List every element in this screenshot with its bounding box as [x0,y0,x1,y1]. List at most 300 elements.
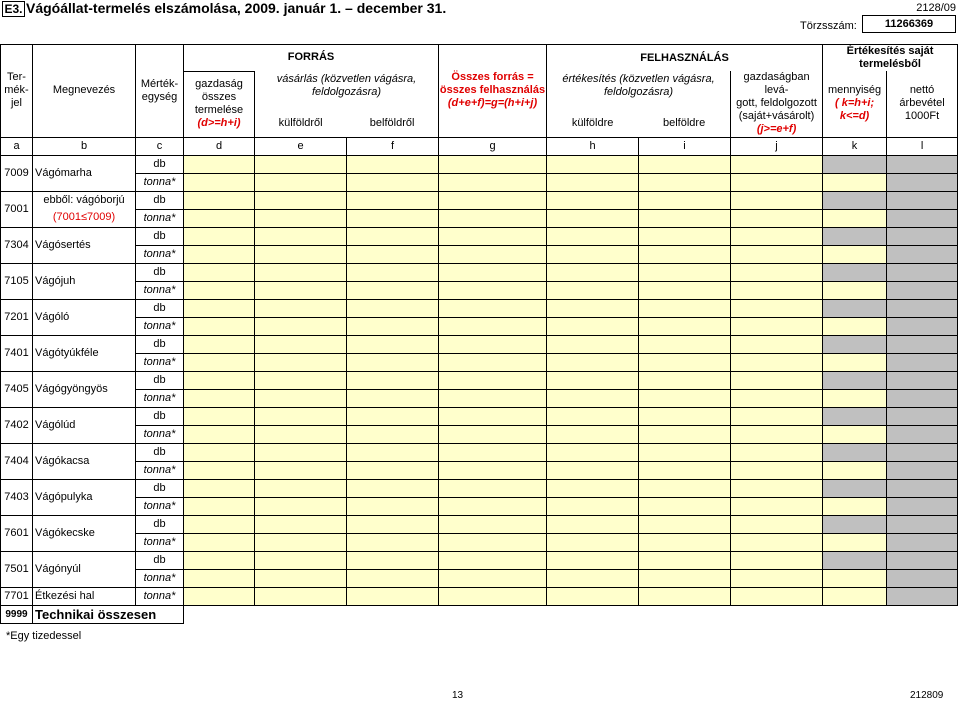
input-cell-7009-tonna-j[interactable] [731,173,823,191]
col-letter-h: h [547,137,639,155]
total-blank [184,605,958,623]
input-cell-7009-tonna-d[interactable] [184,173,255,191]
input-cell-7001-tonna-e[interactable] [255,209,347,227]
kulfoldrol-label: külföldről [278,117,323,129]
input-cell-7401-tonna-e[interactable] [255,353,347,371]
unit-tonna: tonna* [136,425,184,443]
input-cell-7404-tonna-e[interactable] [255,461,347,479]
input-cell-7403-db-d[interactable] [184,479,255,497]
input-cell-7701-tonna-k[interactable] [823,587,887,605]
input-cell-7402-tonna-j[interactable] [731,425,823,443]
input-cell-7105-db-d[interactable] [184,263,255,281]
input-cell-7701-tonna-h[interactable] [547,587,639,605]
unit-db: db [136,515,184,533]
input-cell-7304-tonna-i[interactable] [639,245,731,263]
input-cell-7304-tonna-g[interactable] [439,245,547,263]
input-cell-7601-tonna-f[interactable] [347,533,439,551]
form-number: 2128/09 [916,2,956,14]
input-cell-7404-db-d[interactable] [184,443,255,461]
table-row [1,425,958,443]
input-cell-7201-db-e[interactable] [255,299,347,317]
input-cell-7304-tonna-f[interactable] [347,245,439,263]
input-cell-7601-db-g[interactable] [439,515,547,533]
input-cell-7701-tonna-l [887,587,958,605]
section-code: E3. [2,1,25,17]
input-cell-7403-tonna-i[interactable] [639,497,731,515]
input-cell-7403-db-i[interactable] [639,479,731,497]
input-cell-7402-tonna-d[interactable] [184,425,255,443]
row-name-sub: (7001≤7009) [52,211,116,223]
col-letter-d: d [184,137,255,155]
input-cell-7304-tonna-l [887,245,958,263]
input-cell-7401-tonna-j[interactable] [731,353,823,371]
input-cell-7402-db-e[interactable] [255,407,347,425]
table-row [1,443,958,461]
input-cell-7401-db-k [823,335,887,353]
input-cell-7405-tonna-f[interactable] [347,389,439,407]
row-code: 7304 [1,227,33,263]
input-cell-7105-db-j[interactable] [731,263,823,281]
col-felhasznalas: FELHASZNÁLÁS [547,45,823,72]
input-cell-7402-db-i[interactable] [639,407,731,425]
row-code: 7403 [1,479,33,515]
table-row [1,299,958,317]
input-cell-7401-db-i[interactable] [639,335,731,353]
table-row [1,227,958,245]
table-row [1,353,958,371]
total-name: Technikai összesen [33,605,184,623]
unit-tonna: tonna* [136,533,184,551]
row-name: Vágósertés [33,227,136,263]
input-cell-7304-db-f[interactable] [347,227,439,245]
input-cell-7201-db-d[interactable] [184,299,255,317]
input-cell-7304-tonna-d[interactable] [184,245,255,263]
input-cell-7701-tonna-e[interactable] [255,587,347,605]
input-cell-7001-db-g[interactable] [439,191,547,209]
input-cell-7001-tonna-f[interactable] [347,209,439,227]
input-cell-7501-tonna-h[interactable] [547,569,639,587]
input-cell-7402-db-j[interactable] [731,407,823,425]
input-cell-7405-tonna-g[interactable] [439,389,547,407]
input-cell-7402-db-d[interactable] [184,407,255,425]
table-row [1,479,958,497]
total-row [1,605,958,623]
unit-db: db [136,335,184,353]
input-cell-7201-tonna-f[interactable] [347,317,439,335]
input-cell-7401-tonna-l [887,353,958,371]
register-label: Törzsszám: [800,20,857,32]
input-cell-7405-db-i[interactable] [639,371,731,389]
input-cell-7304-tonna-j[interactable] [731,245,823,263]
input-cell-7402-tonna-h[interactable] [547,425,639,443]
input-cell-7403-db-f[interactable] [347,479,439,497]
register-number-field[interactable]: 11266369 [862,15,956,33]
input-cell-7001-tonna-g[interactable] [439,209,547,227]
col-letter-e: e [255,137,347,155]
input-cell-7501-db-f[interactable] [347,551,439,569]
gazdasagban-label: gazdaságban levá- gott, feldolgozott (saját+vásárolt) [736,71,817,123]
input-cell-7009-db-e[interactable] [255,155,347,173]
input-cell-7404-tonna-d[interactable] [184,461,255,479]
table-row [1,407,958,425]
unit-tonna: tonna* [136,461,184,479]
input-cell-7404-db-e[interactable] [255,443,347,461]
input-cell-7304-tonna-e[interactable] [255,245,347,263]
unit-tonna: tonna* [136,209,184,227]
input-cell-7501-tonna-d[interactable] [184,569,255,587]
input-cell-7201-tonna-j[interactable] [731,317,823,335]
col-netto: nettó árbevétel 1000Ft [887,71,958,137]
input-cell-7304-db-g[interactable] [439,227,547,245]
input-cell-7404-db-k [823,443,887,461]
input-cell-7009-db-d[interactable] [184,155,255,173]
input-cell-7404-db-h[interactable] [547,443,639,461]
input-cell-7105-db-l [887,263,958,281]
input-cell-7201-db-h[interactable] [547,299,639,317]
input-cell-7105-tonna-e[interactable] [255,281,347,299]
page-number: 13 [452,690,464,701]
input-cell-7701-tonna-d[interactable] [184,587,255,605]
input-cell-7105-db-g[interactable] [439,263,547,281]
input-cell-7403-tonna-e[interactable] [255,497,347,515]
input-cell-7404-tonna-j[interactable] [731,461,823,479]
col-letter-l: l [887,137,958,155]
input-cell-7403-tonna-l [887,497,958,515]
input-cell-7501-db-j[interactable] [731,551,823,569]
unit-db: db [136,191,184,209]
input-cell-7601-db-i[interactable] [639,515,731,533]
input-cell-7105-db-h[interactable] [547,263,639,281]
input-cell-7201-db-j[interactable] [731,299,823,317]
input-cell-7403-tonna-k[interactable] [823,497,887,515]
table-row [1,173,958,191]
input-cell-7201-db-f[interactable] [347,299,439,317]
input-cell-7403-db-j[interactable] [731,479,823,497]
input-cell-7201-tonna-h[interactable] [547,317,639,335]
input-cell-7009-db-f[interactable] [347,155,439,173]
input-cell-7009-tonna-i[interactable] [639,173,731,191]
input-cell-7201-tonna-k[interactable] [823,317,887,335]
input-cell-7304-db-h[interactable] [547,227,639,245]
input-cell-7009-tonna-g[interactable] [439,173,547,191]
input-cell-7601-db-h[interactable] [547,515,639,533]
input-cell-7601-db-d[interactable] [184,515,255,533]
input-cell-7601-db-l [887,515,958,533]
input-cell-7105-tonna-l [887,281,958,299]
vasarlas-label: vásárlás (közvetlen vágásra, feldolgozásra) [276,73,417,98]
row-code: 7105 [1,263,33,299]
input-cell-7403-db-g[interactable] [439,479,547,497]
input-cell-7201-tonna-d[interactable] [184,317,255,335]
input-cell-7405-tonna-k[interactable] [823,389,887,407]
input-cell-7304-tonna-h[interactable] [547,245,639,263]
input-cell-7402-tonna-i[interactable] [639,425,731,443]
input-cell-7401-db-g[interactable] [439,335,547,353]
input-cell-7201-tonna-g[interactable] [439,317,547,335]
input-cell-7105-tonna-h[interactable] [547,281,639,299]
input-cell-7601-db-e[interactable] [255,515,347,533]
input-cell-7401-tonna-g[interactable] [439,353,547,371]
unit-tonna: tonna* [136,173,184,191]
input-cell-7009-tonna-e[interactable] [255,173,347,191]
page-title: Vágóállat-termelés elszámolása, 2009. január 1. – december 31. [26,0,447,16]
input-cell-7501-tonna-l [887,569,958,587]
table-row [1,587,958,605]
input-cell-7105-db-e[interactable] [255,263,347,281]
input-cell-7501-tonna-e[interactable] [255,569,347,587]
input-cell-7105-tonna-i[interactable] [639,281,731,299]
col-mertekegyseg: Mérték- egység [136,45,184,138]
row-code: 7401 [1,335,33,371]
input-cell-7601-tonna-d[interactable] [184,533,255,551]
table-row [1,281,958,299]
input-cell-7304-db-j[interactable] [731,227,823,245]
input-cell-7405-db-j[interactable] [731,371,823,389]
belfoldre-label: belföldre [663,117,706,129]
input-cell-7404-db-f[interactable] [347,443,439,461]
gazdasag-osszes-formula: (d>=h+i) [197,117,241,129]
input-cell-7401-db-h[interactable] [547,335,639,353]
unit-tonna: tonna* [136,569,184,587]
input-cell-7403-tonna-g[interactable] [439,497,547,515]
input-cell-7601-tonna-l [887,533,958,551]
row-name: Étkezési hal [33,587,136,605]
input-cell-7403-db-e[interactable] [255,479,347,497]
row-code: 7009 [1,155,33,191]
table-row [1,191,958,209]
row-name: Vágókacsa [33,443,136,479]
input-cell-7105-tonna-f[interactable] [347,281,439,299]
input-cell-7105-tonna-k[interactable] [823,281,887,299]
input-cell-7404-tonna-g[interactable] [439,461,547,479]
input-cell-7404-tonna-h[interactable] [547,461,639,479]
input-cell-7105-tonna-d[interactable] [184,281,255,299]
input-cell-7405-db-f[interactable] [347,371,439,389]
input-cell-7201-tonna-i[interactable] [639,317,731,335]
table-row [1,335,958,353]
input-cell-7405-tonna-h[interactable] [547,389,639,407]
table-row [1,371,958,389]
gazdasag-osszes-label: gazdaság összes termelése [194,78,244,116]
unit-db: db [136,299,184,317]
input-cell-7601-tonna-e[interactable] [255,533,347,551]
input-cell-7501-tonna-i[interactable] [639,569,731,587]
input-cell-7405-db-h[interactable] [547,371,639,389]
row-name: Vágóló [33,299,136,335]
input-cell-7501-tonna-f[interactable] [347,569,439,587]
col-gazdasagban [731,71,823,137]
input-cell-7403-db-h[interactable] [547,479,639,497]
input-cell-7501-db-h[interactable] [547,551,639,569]
input-cell-7404-tonna-k[interactable] [823,461,887,479]
input-cell-7701-tonna-f[interactable] [347,587,439,605]
input-cell-7001-tonna-d[interactable] [184,209,255,227]
input-cell-7401-tonna-d[interactable] [184,353,255,371]
unit-db: db [136,227,184,245]
input-cell-7009-tonna-f[interactable] [347,173,439,191]
input-cell-7105-db-k [823,263,887,281]
input-cell-7402-db-h[interactable] [547,407,639,425]
row-code: 7501 [1,551,33,587]
input-cell-7501-tonna-g[interactable] [439,569,547,587]
col-megnevezes: Megnevezés [33,45,136,138]
input-cell-7404-db-i[interactable] [639,443,731,461]
input-cell-7105-tonna-j[interactable] [731,281,823,299]
input-cell-7001-db-d[interactable] [184,191,255,209]
col-mennyiseg [823,71,887,137]
input-cell-7001-db-l [887,191,958,209]
input-cell-7405-tonna-j[interactable] [731,389,823,407]
input-cell-7404-tonna-f[interactable] [347,461,439,479]
input-cell-7201-db-k [823,299,887,317]
input-cell-7402-db-f[interactable] [347,407,439,425]
input-cell-7501-db-d[interactable] [184,551,255,569]
input-cell-7405-db-k [823,371,887,389]
column-letters-row [1,137,958,155]
input-cell-7601-tonna-g[interactable] [439,533,547,551]
table-row [1,461,958,479]
input-cell-7601-tonna-h[interactable] [547,533,639,551]
input-cell-7501-db-e[interactable] [255,551,347,569]
input-cell-7201-db-i[interactable] [639,299,731,317]
input-cell-7402-db-g[interactable] [439,407,547,425]
input-cell-7304-db-d[interactable] [184,227,255,245]
input-cell-7401-db-d[interactable] [184,335,255,353]
input-cell-7009-db-j[interactable] [731,155,823,173]
input-cell-7402-tonna-e[interactable] [255,425,347,443]
input-cell-7404-db-g[interactable] [439,443,547,461]
input-cell-7304-db-e[interactable] [255,227,347,245]
input-cell-7403-tonna-d[interactable] [184,497,255,515]
table-row [1,155,958,173]
row-code: 7201 [1,299,33,335]
input-cell-7402-tonna-l [887,425,958,443]
col-vasarlas [255,71,439,137]
input-cell-7402-tonna-f[interactable] [347,425,439,443]
livestock-table [0,44,958,624]
input-cell-7401-db-j[interactable] [731,335,823,353]
input-cell-7201-tonna-e[interactable] [255,317,347,335]
unit-tonna: tonna* [136,245,184,263]
input-cell-7009-db-g[interactable] [439,155,547,173]
input-cell-7701-tonna-i[interactable] [639,587,731,605]
input-cell-7009-tonna-k[interactable] [823,173,887,191]
unit-tonna: tonna* [136,281,184,299]
input-cell-7009-tonna-h[interactable] [547,173,639,191]
input-cell-7402-tonna-k[interactable] [823,425,887,443]
unit-db: db [136,155,184,173]
input-cell-7601-tonna-k[interactable] [823,533,887,551]
mennyiseg-formula: ( k=h+i; k<=d) [834,97,875,123]
input-cell-7105-db-i[interactable] [639,263,731,281]
col-letter-g: g [439,137,547,155]
input-cell-7404-tonna-i[interactable] [639,461,731,479]
input-cell-7601-db-k [823,515,887,533]
input-cell-7501-tonna-j[interactable] [731,569,823,587]
input-cell-7105-tonna-g[interactable] [439,281,547,299]
input-cell-7601-tonna-i[interactable] [639,533,731,551]
unit-db: db [136,551,184,569]
input-cell-7403-tonna-j[interactable] [731,497,823,515]
input-cell-7401-tonna-i[interactable] [639,353,731,371]
osszes-forras-formula: (d+e+f)=g=(h+i+j) [447,97,538,110]
unit-db: db [136,479,184,497]
input-cell-7009-tonna-l [887,173,958,191]
input-cell-7401-tonna-k[interactable] [823,353,887,371]
input-cell-7701-tonna-g[interactable] [439,587,547,605]
input-cell-7601-db-j[interactable] [731,515,823,533]
col-ertekesites-title: Értékesítés saját termelésből [823,45,958,72]
row-code: 7001 [1,191,33,227]
row-name: Vágókecske [33,515,136,551]
input-cell-7401-tonna-h[interactable] [547,353,639,371]
input-cell-7001-db-h[interactable] [547,191,639,209]
col-letter-j: j [731,137,823,155]
table-row [1,533,958,551]
input-cell-7009-db-h[interactable] [547,155,639,173]
input-cell-7304-db-i[interactable] [639,227,731,245]
input-cell-7402-db-l [887,407,958,425]
unit-db: db [136,371,184,389]
input-cell-7405-tonna-d[interactable] [184,389,255,407]
input-cell-7403-db-l [887,479,958,497]
input-cell-7401-tonna-f[interactable] [347,353,439,371]
input-cell-7009-db-i[interactable] [639,155,731,173]
row-name: Vágópulyka [33,479,136,515]
input-cell-7001-tonna-k[interactable] [823,209,887,227]
input-cell-7001-db-j[interactable] [731,191,823,209]
input-cell-7501-db-g[interactable] [439,551,547,569]
input-cell-7501-db-i[interactable] [639,551,731,569]
input-cell-7402-tonna-g[interactable] [439,425,547,443]
col-letter-b: b [33,137,136,155]
input-cell-7304-tonna-k[interactable] [823,245,887,263]
input-cell-7405-tonna-e[interactable] [255,389,347,407]
unit-tonna: tonna* [136,353,184,371]
input-cell-7105-db-f[interactable] [347,263,439,281]
input-cell-7401-db-e[interactable] [255,335,347,353]
input-cell-7403-tonna-h[interactable] [547,497,639,515]
input-cell-7001-tonna-i[interactable] [639,209,731,227]
input-cell-7001-db-e[interactable] [255,191,347,209]
input-cell-7201-db-l [887,299,958,317]
input-cell-7701-tonna-j[interactable] [731,587,823,605]
input-cell-7001-tonna-h[interactable] [547,209,639,227]
unit-tonna: tonna* [136,389,184,407]
mennyiseg-label: mennyiség [827,84,882,97]
input-cell-7405-tonna-l [887,389,958,407]
input-cell-7404-db-j[interactable] [731,443,823,461]
row-name: Vágólúd [33,407,136,443]
input-cell-7401-db-f[interactable] [347,335,439,353]
input-cell-7001-db-i[interactable] [639,191,731,209]
input-cell-7001-db-f[interactable] [347,191,439,209]
input-cell-7601-db-f[interactable] [347,515,439,533]
input-cell-7009-db-k [823,155,887,173]
input-cell-7405-db-e[interactable] [255,371,347,389]
input-cell-7501-tonna-k[interactable] [823,569,887,587]
input-cell-7405-db-d[interactable] [184,371,255,389]
row-name: Vágógyöngyös [33,371,136,407]
input-cell-7403-tonna-f[interactable] [347,497,439,515]
row-code: 7601 [1,515,33,551]
input-cell-7405-db-g[interactable] [439,371,547,389]
input-cell-7405-tonna-i[interactable] [639,389,731,407]
input-cell-7601-tonna-j[interactable] [731,533,823,551]
input-cell-7201-db-g[interactable] [439,299,547,317]
row-code: 7701 [1,587,33,605]
input-cell-7001-tonna-j[interactable] [731,209,823,227]
